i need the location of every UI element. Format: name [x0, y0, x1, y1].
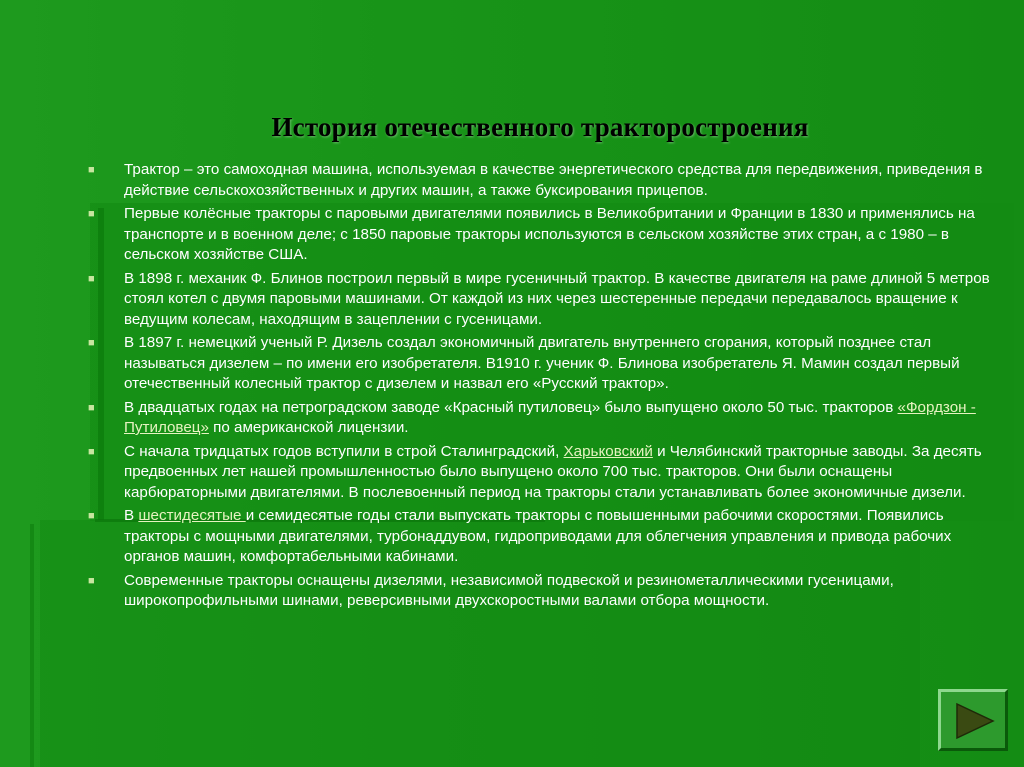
bullet-list	[86, 160, 1006, 615]
fordson-putilovets-link[interactable]: «Фордзон - Путиловец»	[124, 398, 976, 436]
bullet-icon: ■	[88, 445, 95, 458]
list-item: ■ Первые колёсные тракторы с паровыми двигателями появились в Великобритании и Франции в 1830 и применялись на транспорте и в военном деле; с 1850 паровые тракторы используются в сельском хозяйстве этих стран, а с 1980 – в сельском хозяйстве США.	[88, 205, 975, 263]
bullet-icon: ■	[88, 208, 95, 220]
slide-title: История отечественного тракторостроения	[271, 112, 809, 142]
list-item: ■ В шестидесятые и семидесятые годы стали выпускать тракторы с повышенными рабочими скоростями. Появились тракторы с мощными двигателями, турбонаддувом, гидроприводами для облегчения управления и привода рабочих органов машин, комфортабельными кабинами.	[88, 507, 952, 565]
decorative-line	[30, 524, 34, 767]
list-item: ■ Современные тракторы оснащены дизелями, независимой подвеской и резинометаллическими гусеницами, широкопрофильными шинами, реверсивными двухскоростными валами отбора мощности.	[88, 571, 894, 609]
bullet-icon: ■	[88, 272, 95, 285]
list-item: ■ В двадцатых годах на петроградском заводе «Красный путиловец» было выпущено около 50 тыс. тракторов «Фордзон - Путиловец» по американской лицензии.	[88, 398, 976, 436]
list-item: ■ В 1897 г. немецкий ученый Р. Дизель создал экономичный двигатель внутреннего сгорания, который позднее стал называться дизелем – по имени его изобретателя. В1910 г. ученик Ф. Блинова изобретатель Я. Мамин создал первый отечественный колесный трактор с дизелем и назвал его «Русский трактор».	[88, 334, 960, 392]
sixties-link[interactable]: шестидесятые	[138, 507, 246, 524]
bullet-icon: ■	[88, 337, 95, 349]
list-item: ■ С начала тридцатых годов вступили в строй Сталинградский, Харьковский и Челябинский тракторные заводы. За десять предвоенных лет нашей промышленностью было выпущено около 700 тыс. тракторов. Они были оснащены карбюраторными двигателями. В послевоенный период на тракторы стали устанавливать более экономичные дизели.	[88, 442, 982, 501]
bullet-icon: ■	[88, 401, 95, 414]
list-item: ■ Трактор – это самоходная машина, используемая в качестве энергетического средства для передвижения, приведения в действие сельскохозяйственных и других машин, а также буксирования прицепов.	[88, 161, 983, 199]
bullet-icon: ■	[88, 510, 95, 522]
play-next-icon	[955, 702, 995, 740]
bullet-icon: ■	[88, 164, 95, 176]
next-slide-button[interactable]	[938, 689, 1008, 751]
list-item: ■ В 1898 г. механик Ф. Блинов построил первый в мире гусеничный трактор. В качестве двигателя на раме длиной 5 метров стоял котел с двумя паровыми машинами. От каждой из них через шестеренные передачи передавалось вращение к ведущим колесам, находящим в зацеплении с гусеницами.	[88, 269, 990, 328]
bullet-icon: ■	[88, 574, 95, 587]
kharkovsky-link[interactable]: Харьковский	[563, 442, 653, 460]
